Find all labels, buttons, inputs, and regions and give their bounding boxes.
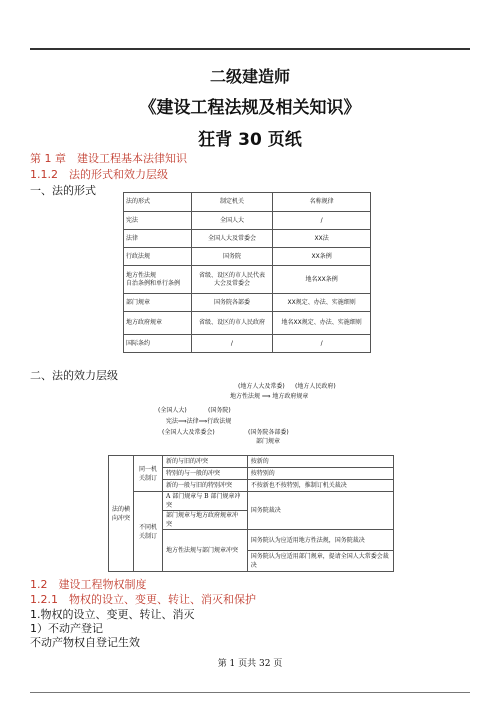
- top-rule: [30, 48, 470, 50]
- table-cell: 地方性法规与部门规章冲突: [163, 530, 248, 572]
- table-cell: 宪法: [124, 212, 192, 230]
- table-cell: XX条例: [273, 248, 371, 266]
- diff-organ-label: 不同机关制订: [134, 492, 163, 572]
- table-cell: 全国人大及常委会: [191, 230, 272, 248]
- law-forms-table: [123, 192, 371, 353]
- header-cell: 制定机关: [191, 193, 272, 212]
- table-cell: 行政法规: [124, 248, 192, 266]
- table-row: [124, 230, 371, 248]
- table-cell: /: [191, 335, 272, 353]
- table-cell: /: [273, 335, 371, 353]
- table-row: [124, 248, 371, 266]
- table-cell: 国务院认为应适用地方性法规，国务院裁决: [247, 530, 393, 551]
- same-organ-label: 同一机关制订: [134, 456, 163, 492]
- conflict-table: [108, 455, 394, 572]
- table-cell: 地方政府规章: [124, 312, 192, 335]
- table-row: [124, 335, 371, 353]
- table-cell: 新的与旧的冲突: [163, 456, 248, 468]
- body-line: 1）不动产登记: [30, 622, 103, 635]
- table-cell: 部门规章: [124, 294, 192, 312]
- table-cell: 国务院: [191, 248, 272, 266]
- table-row: [124, 212, 371, 230]
- table-cell: 地方性法规 自治条例和单行条例: [124, 266, 192, 294]
- table-cell: A 部门规章与 B 部门规章冲突: [163, 492, 248, 511]
- body-line: 不动产物权自登记生效: [30, 636, 140, 649]
- page-footer: 第 1 页共 32 页: [217, 659, 283, 669]
- table-header-row: [124, 193, 371, 212]
- table-row: [124, 294, 371, 312]
- table-cell: 国务院裁决: [247, 492, 393, 530]
- section-heading-112: 1.1.2 法的形式和效力层级: [30, 168, 168, 181]
- subheading-law-hierarchy: 二、法的效力层级: [30, 369, 118, 382]
- npc-label: (全国人大): [158, 407, 187, 414]
- table-row: [124, 266, 371, 294]
- npc-standing-label: (全国人大及常委会): [162, 429, 215, 436]
- local-chain-label: 地方性法规 ⟹ 地方政府规章: [230, 393, 309, 400]
- doc-title: 二级建造师: [209, 67, 290, 86]
- header-cell: 法的形式: [124, 193, 192, 212]
- table-cell: 特别的与一般的冲突: [163, 468, 248, 480]
- table-cell: 按特别的: [247, 468, 393, 480]
- table-cell: 部门规章与地方政府规章冲突: [163, 511, 248, 530]
- table-cell: 地名XX条例: [273, 266, 371, 294]
- table-cell: 地名XX规定、办法、实施细则: [273, 312, 371, 335]
- table-cell: 新的一般与旧的特别冲突: [163, 480, 248, 492]
- table-cell: 法律: [124, 230, 192, 248]
- chapter-heading: 第 1 章 建设工程基本法律知识: [30, 152, 187, 165]
- table-row: [124, 312, 371, 335]
- local-gov-label: (地方人民政府): [295, 383, 336, 390]
- table-row: [109, 456, 394, 468]
- table-cell: 不按新也不按特别，推制订机关裁决: [247, 480, 393, 492]
- ministries-label: (国务院各部委): [248, 429, 289, 436]
- dept-rules-label: 部门规章: [256, 438, 281, 445]
- table-row: [109, 492, 394, 511]
- table-cell: 国务院各部委: [191, 294, 272, 312]
- section-heading-12: 1.2 建设工程物权制度: [30, 578, 147, 591]
- table-cell: 国际条约: [124, 335, 192, 353]
- state-council-label: (国务院): [208, 407, 231, 414]
- table-cell: 按新的: [247, 456, 393, 468]
- table-cell: XX规定、办法、实施细则: [273, 294, 371, 312]
- table-cell: 全国人大: [191, 212, 272, 230]
- bottom-rule: [30, 692, 470, 693]
- doc-tagline: 狂背 30 页纸: [198, 130, 302, 150]
- table-cell: /: [273, 212, 371, 230]
- table-cell: 国务院认为应适用部门规章，提请全国人大常委会裁决: [247, 551, 393, 572]
- table-cell: XX法: [273, 230, 371, 248]
- header-cell: 名称规律: [273, 193, 371, 212]
- outer-label-cell: 法的横向冲突: [109, 456, 134, 572]
- section-heading-121: 1.2.1 物权的设立、变更、转让、消灭和保护: [30, 593, 256, 606]
- main-chain-label: 宪法⟹法律⟹行政法规: [166, 418, 232, 425]
- subheading-law-forms: 一、法的形式: [30, 184, 96, 197]
- body-line: 1.物权的设立、变更、转让、消灭: [30, 608, 195, 621]
- local-congress-label: (地方人大及常委): [238, 383, 285, 390]
- table-cell: 省级、设区的市人民代表 大会及常委会: [191, 266, 272, 294]
- doc-subtitle: 《建设工程法规及相关知识》: [139, 98, 361, 118]
- hierarchy-diagram: [150, 376, 390, 448]
- table-cell: 省级、设区的市人民政府: [191, 312, 272, 335]
